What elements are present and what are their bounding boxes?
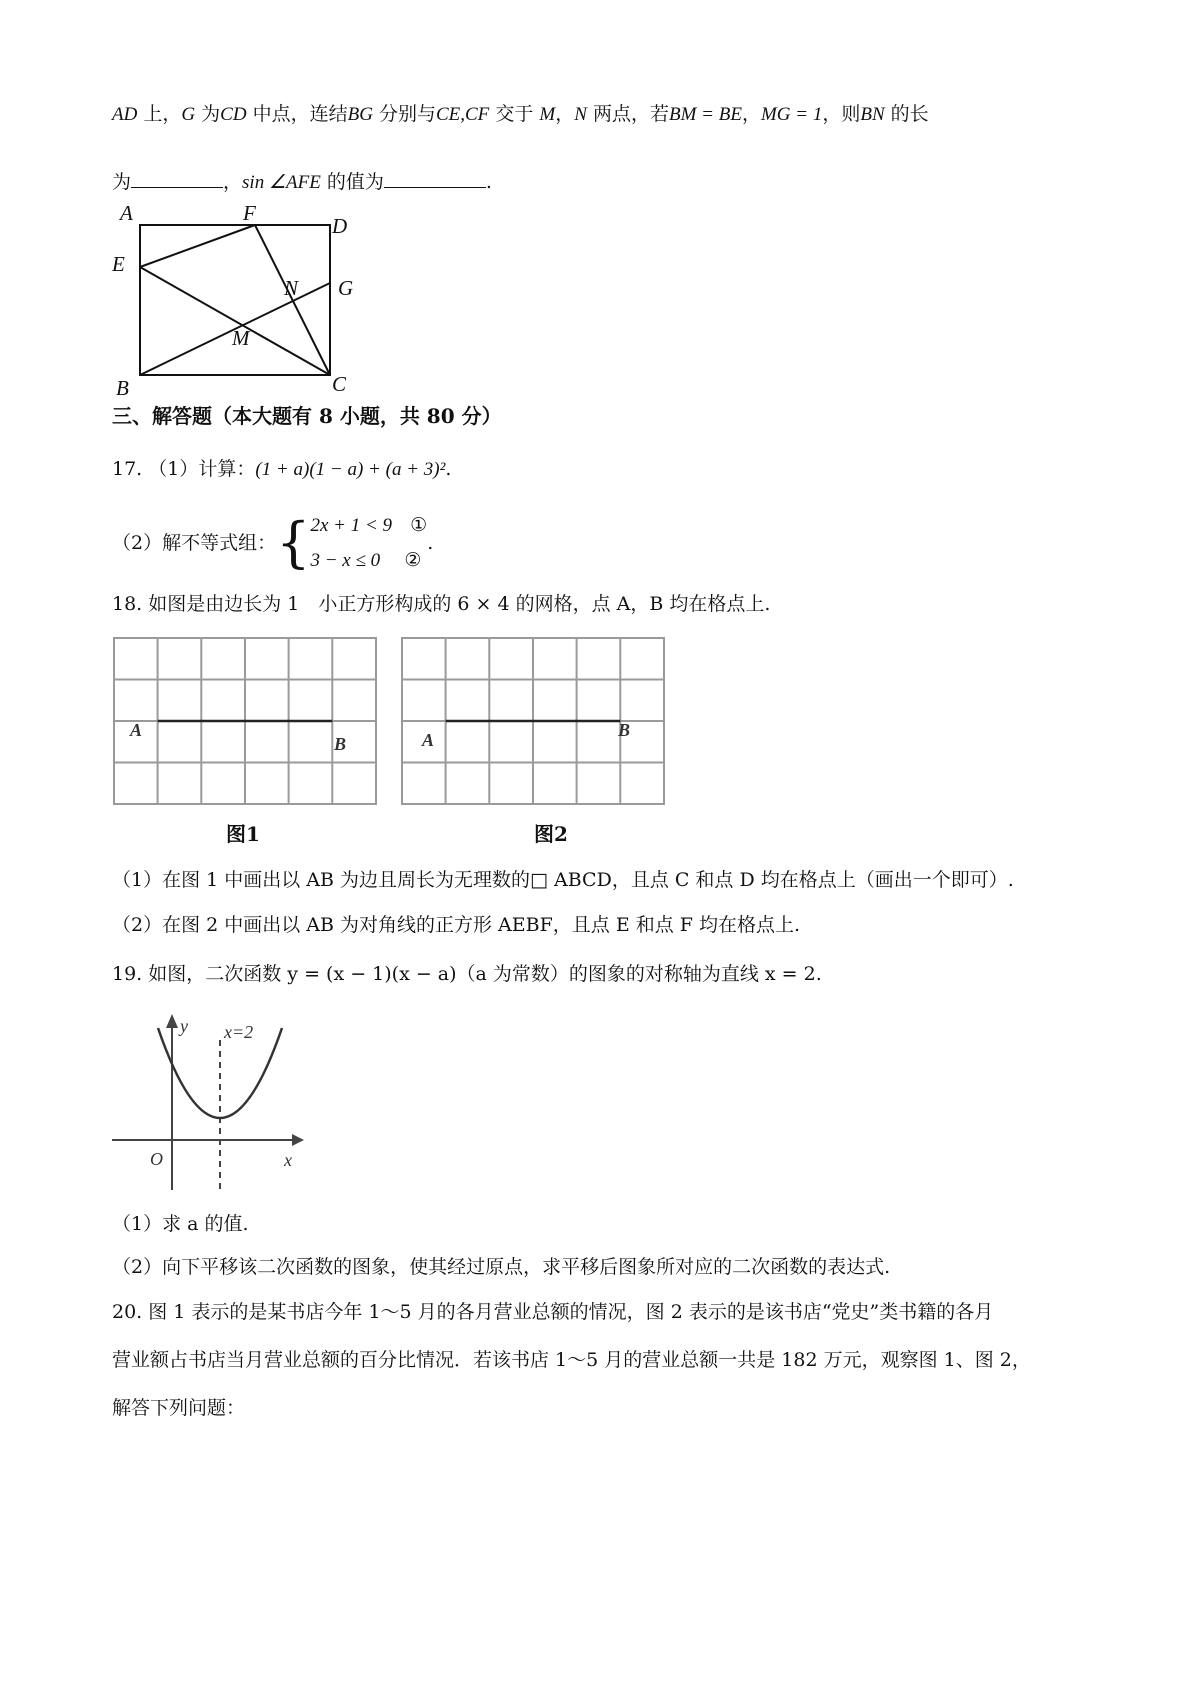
answer-blank-2[interactable]	[384, 169, 486, 188]
figure-2-caption: 图2	[534, 822, 568, 846]
label-a: A	[120, 205, 133, 225]
grid1-label-b: B	[334, 734, 347, 754]
segment-fc	[255, 225, 330, 375]
symmetry-label: x=2	[224, 1022, 254, 1042]
y-axis-arrow	[166, 1014, 178, 1028]
label-d: D	[332, 214, 348, 238]
grid-figure-1	[112, 636, 380, 808]
label-g: G	[338, 276, 354, 300]
q20-line2: 营业额占书店当月营业总额的百分比情况．若该书店 1～5 月的营业总额一共是 182 万元，观察图 1、图 2，	[112, 1349, 1031, 1371]
segment-ec	[140, 267, 330, 375]
x-axis-arrow	[292, 1134, 304, 1146]
q16-line1: AD 上，G 为CD 中点，连结BG 分别与CE,CF 交于 M，N 两点，若BM = BE，MG = 1，则BN 的长	[112, 103, 929, 125]
grid1-label-a: A	[130, 720, 143, 740]
q18-text: 18. 如图是由边长为 1 小正方形构成的 6 × 4 的网格，点 A，B 均在格点上.	[112, 593, 771, 615]
figure-1-caption: 图1	[226, 822, 260, 846]
q18-part1: （1）在图 1 中画出以 AB 为边且周长为无理数的□ ABCD，且点 C 和点 D 均在格点上（画出一个即可）.	[112, 869, 1014, 891]
parabola-figure	[112, 1008, 312, 1198]
section-heading: 三、解答题（本大题有 8 小题，共 80 分）	[112, 404, 502, 428]
inequality-system: 2x + 1 < 9 ① 3 − x ≤ 0 ②	[310, 514, 428, 571]
q18-part2: （2）在图 2 中画出以 AB 为对角线的正方形 AEBF，且点 E 和点 F 均在格点上.	[112, 914, 801, 936]
origin-label: O	[150, 1149, 163, 1169]
q19-text: 19. 如图，二次函数 y = (x − 1)(x − a)（a 为常数）的图象的对称轴为直线 x = 2.	[112, 963, 822, 985]
q19-part2: （2）向下平移该二次函数的图象，使其经过原点，求平移后图象所对应的二次函数的表达式.	[112, 1256, 891, 1278]
brace-glyph: {	[276, 511, 311, 574]
answer-blank-1[interactable]	[131, 169, 223, 188]
label-c: C	[332, 372, 347, 396]
grid2-label-a: A	[422, 730, 435, 750]
label-m: M	[232, 326, 250, 350]
x-axis-label: x	[284, 1150, 292, 1170]
rect-abcd	[140, 225, 330, 375]
q17-part2: （2）解不等式组：{ 2x + 1 < 9 ① 3 − x ≤ 0 ② .	[112, 508, 433, 578]
label-b: B	[116, 376, 129, 400]
y-axis-label: y	[180, 1016, 188, 1036]
label-e: E	[112, 252, 125, 276]
grid2-label-b: B	[618, 720, 631, 740]
q16-line2: 为 ，sin ∠AFE 的值为 .	[112, 171, 492, 193]
label-f: F	[243, 205, 256, 225]
rectangle-figure	[110, 205, 370, 425]
label-n: N	[284, 276, 299, 300]
q20-line1: 20. 图 1 表示的是某书店今年 1～5 月的各月营业总额的情况，图 2 表示的是该书店“党史”类书籍的各月	[112, 1301, 994, 1323]
q17-part1: 17. （1）计算：(1 + a)(1 − a) + (a + 3)².	[112, 458, 452, 480]
q20-line3: 解答下列问题：	[112, 1397, 246, 1419]
q19-part1: （1）求 a 的值.	[112, 1213, 249, 1235]
segment-ef	[140, 225, 255, 267]
grid-figure-2	[400, 636, 668, 808]
